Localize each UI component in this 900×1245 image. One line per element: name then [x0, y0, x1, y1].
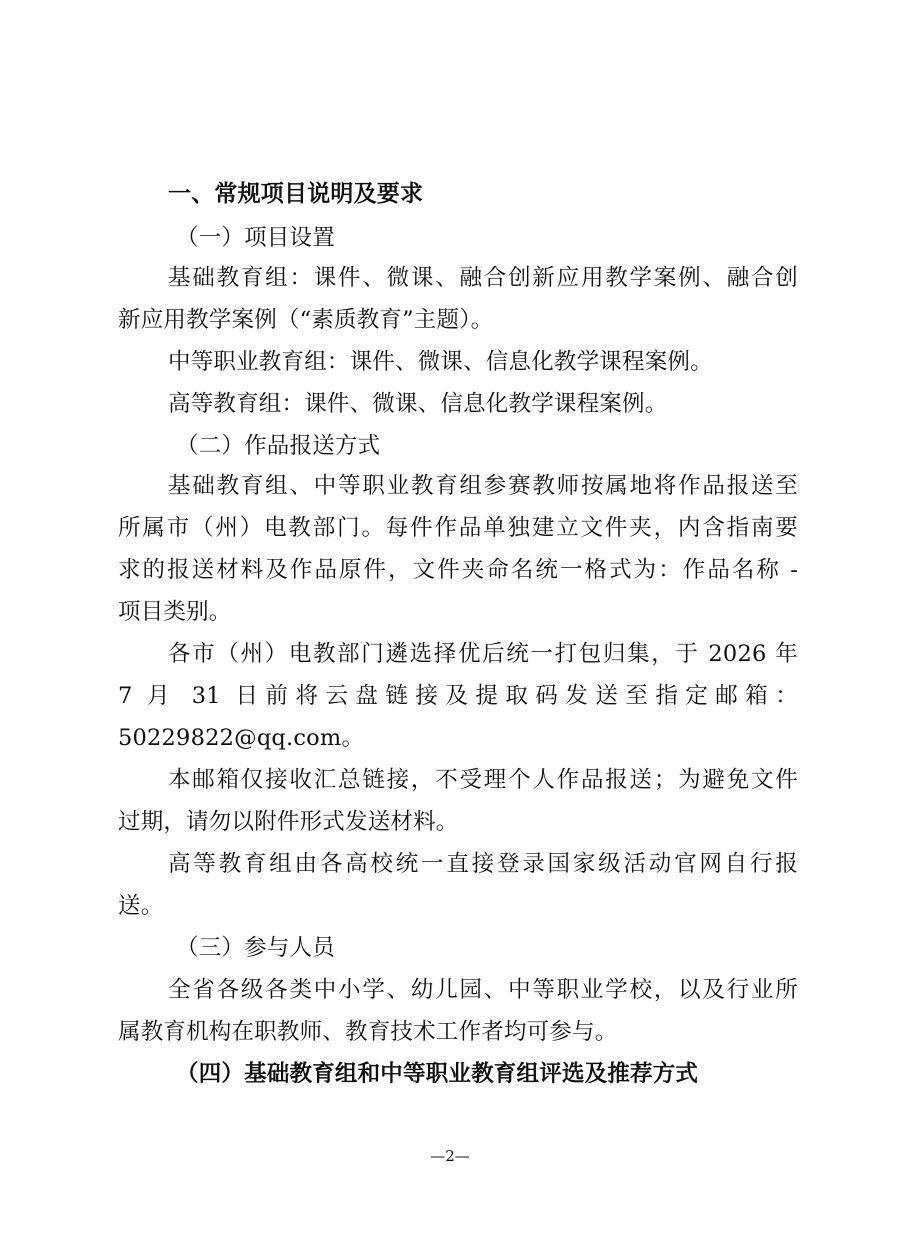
paragraph-line: 中等职业教育组：课件、微课、信息化教学课程案例。 — [168, 349, 713, 375]
paragraph-line: 全省各级各类中小学、幼儿园、中等职业学校，以及行业所 — [168, 977, 798, 1003]
subsection-heading: （二）作品报送方式 — [176, 433, 381, 459]
paragraph-line: 项目类别。 — [118, 599, 232, 625]
paragraph-line: 所属市（州）电教部门。每件作品单独建立文件夹，内含指南要 — [118, 515, 798, 541]
paragraph-line: 本邮箱仅接收汇总链接，不受理个人作品报送；为避免文件 — [168, 767, 798, 793]
paragraph-line: 7 月 31 日前将云盘链接及提取码发送至指定邮箱： — [118, 683, 798, 709]
subsection-heading: （一）项目设置 — [176, 225, 335, 251]
email-address: 50229822@qq.com。 — [118, 725, 365, 751]
paragraph-line: 高等教育组：课件、微课、信息化教学课程案例。 — [168, 391, 668, 417]
section-heading: 一、常规项目说明及要求 — [168, 181, 424, 207]
paragraph-line: 求的报送材料及作品原件，文件夹命名统一格式为：作品名称 - — [118, 557, 798, 583]
paragraph-line: 基础教育组：课件、微课、融合创新应用教学案例、融合创 — [168, 265, 798, 291]
paragraph-line: 各市（州）电教部门遴选择优后统一打包归集，于 2026 年 — [168, 641, 798, 667]
paragraph-line: 送。 — [118, 893, 164, 919]
paragraph-line: 高等教育组由各高校统一直接登录国家级活动官网自行报 — [168, 851, 798, 877]
paragraph-line: 属教育机构在职教师、教育技术工作者均可参与。 — [118, 1019, 618, 1045]
paragraph-line: 基础教育组、中等职业教育组参赛教师按属地将作品报送至 — [168, 473, 798, 499]
subsection-heading: （四）基础教育组和中等职业教育组评选及推荐方式 — [176, 1061, 699, 1087]
subsection-heading: （三）参与人员 — [176, 935, 335, 961]
page-number: —2— — [430, 1147, 470, 1165]
paragraph-line: 过期，请勿以附件形式发送材料。 — [118, 809, 459, 835]
paragraph-line: 新应用教学案例（“素质教育”主题）。 — [118, 307, 494, 333]
